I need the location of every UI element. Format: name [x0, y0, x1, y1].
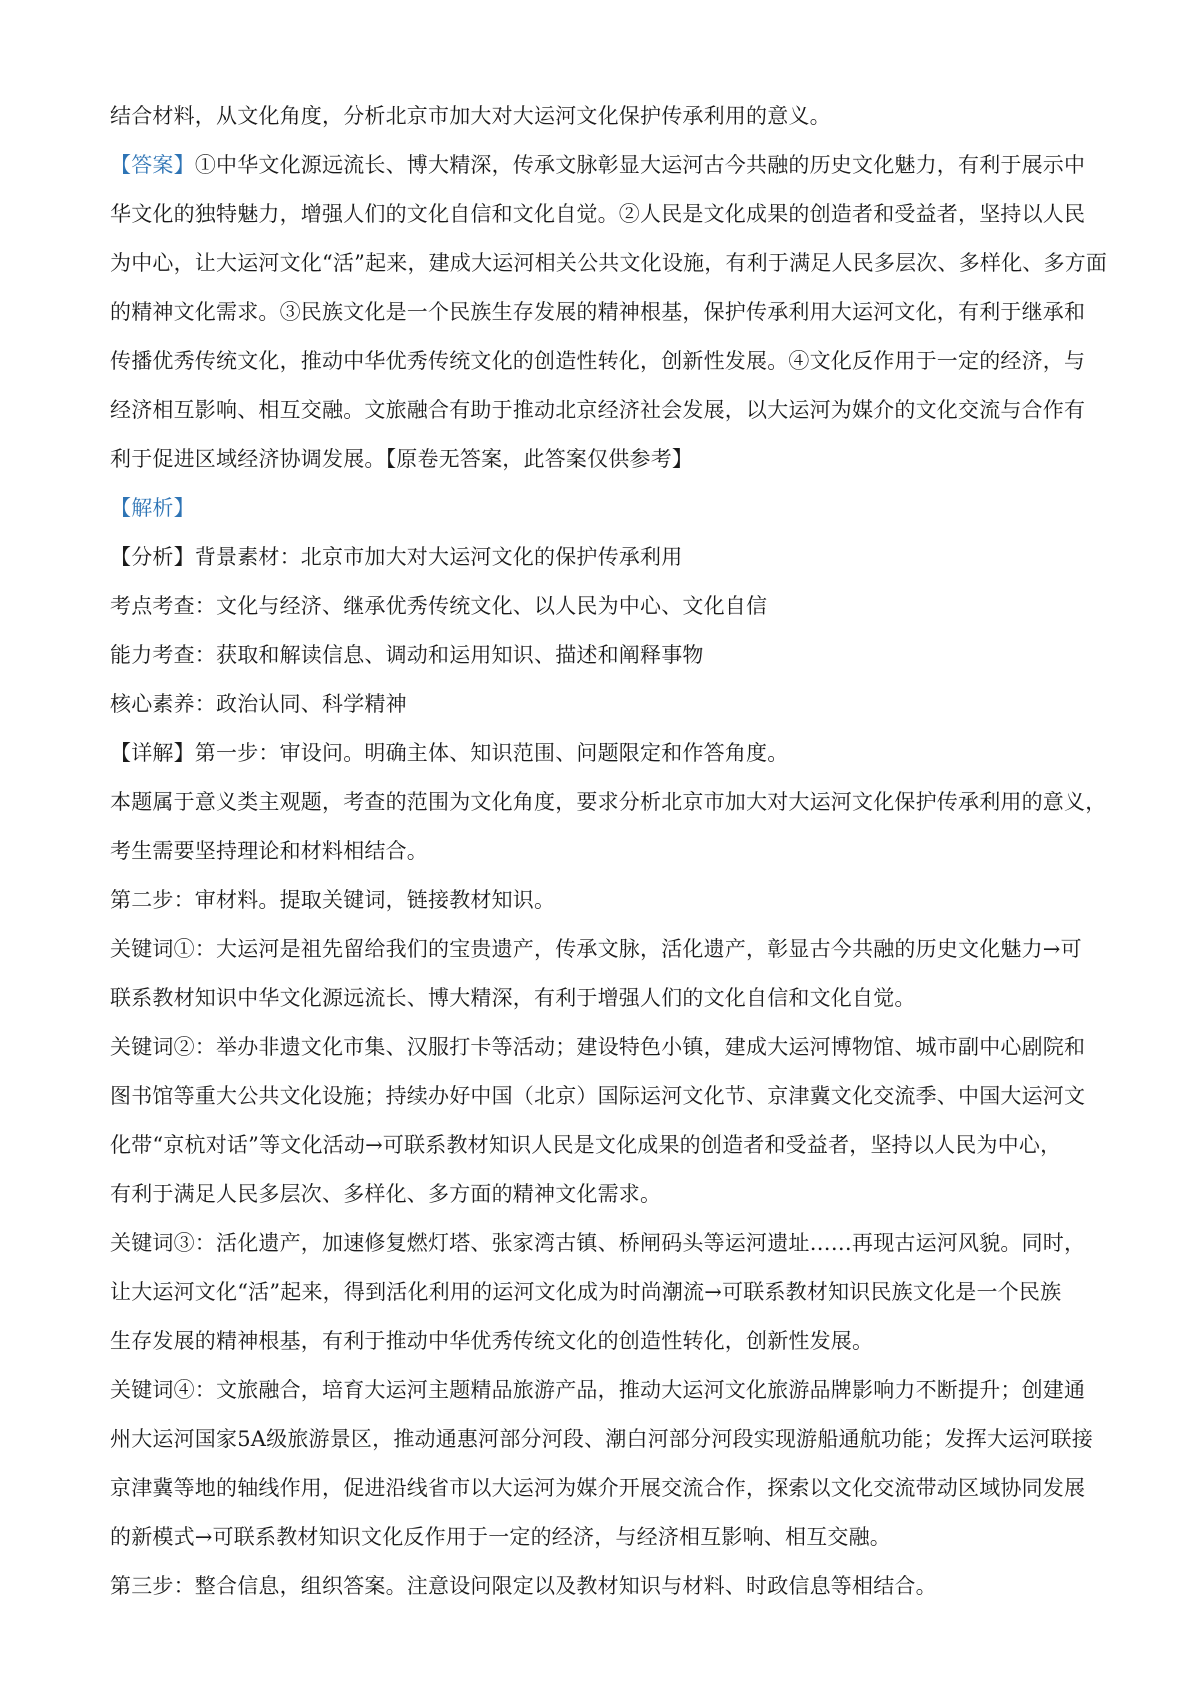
line-text: 关键词②：举办非遗文化市集、汉服打卡等活动；建设特色小镇，建成大运河博物馆、城市副中心剧院和: [110, 1035, 1086, 1059]
line-text: 的新模式→可联系教材知识文化反作用于一定的经济，与经济相互影响、相互交融。: [110, 1525, 891, 1549]
line-text: 图书馆等重大公共文化设施；持续办好中国（北京）国际运河文化节、京津冀文化交流季、中国大运河文: [110, 1084, 1086, 1108]
text-line: [110, 680, 1098, 729]
line-text: 京津冀等地的轴线作用，促进沿线省市以大运河为媒介开展交流合作，探索以文化交流带动区域协同发展: [110, 1476, 1086, 1500]
text-line: [110, 533, 1098, 582]
text-line: [110, 925, 1098, 974]
line-text: 【分析】背景素材：北京市加大对大运河文化的保护传承利用: [110, 545, 683, 569]
line-text: 【详解】第一步：审设问。明确主体、知识范围、问题限定和作答角度。: [110, 741, 789, 765]
text-line: [110, 484, 1098, 533]
line-text: 第三步：整合信息，组织答案。注意设问限定以及教材知识与材料、时政信息等相结合。: [110, 1574, 937, 1598]
line-text: 有利于满足人民多层次、多样化、多方面的精神文化需求。: [110, 1182, 662, 1206]
line-text: 考生需要坚持理论和材料相结合。: [110, 839, 428, 863]
line-text: 能力考查：获取和解读信息、调动和运用知识、描述和阐释事物: [110, 643, 704, 667]
line-text: 核心素养：政治认同、科学精神: [110, 692, 407, 716]
text-line: [110, 1023, 1098, 1072]
line-text: 为中心，让大运河文化“活”起来，建成大运河相关公共文化设施，有利于满足人民多层次、多样化、多方面: [110, 251, 1108, 275]
section-tag: 【解析】: [110, 496, 195, 520]
line-text: 华文化的独特魅力，增强人们的文化自信和文化自觉。②人民是文化成果的创造者和受益者，坚持以人民: [110, 202, 1086, 226]
line-text: 经济相互影响、相互交融。文旅融合有助于推动北京经济社会发展，以大运河为媒介的文化交流与合作有: [110, 398, 1086, 422]
text-line: [110, 141, 1098, 190]
line-text: 联系教材知识中华文化源远流长、博大精深，有利于增强人们的文化自信和文化自觉。: [110, 986, 916, 1010]
line-text: 考点考查：文化与经济、继承优秀传统文化、以人民为中心、文化自信: [110, 594, 768, 618]
line-text: 生存发展的精神根基，有利于推动中华优秀传统文化的创造性转化，创新性发展。: [110, 1329, 874, 1353]
text-line: [110, 288, 1098, 337]
text-line: [110, 1268, 1098, 1317]
line-text: 州大运河国家5A级旅游景区，推动通惠河部分河段、潮白河部分河段实现游船通航功能；发挥大运河联接: [110, 1427, 1093, 1451]
text-line: [110, 778, 1107, 827]
text-line: [110, 1170, 1098, 1219]
text-line: [110, 1121, 1098, 1170]
line-text: 关键词④：文旅融合，培育大运河主题精品旅游产品，推动大运河文化旅游品牌影响力不断提升；创建通: [110, 1378, 1086, 1402]
section-tag: 【答案】: [110, 153, 195, 177]
line-text: 传播优秀传统文化，推动中华优秀传统文化的创造性转化，创新性发展。④文化反作用于一定的经济，与: [110, 349, 1086, 373]
line-text: 结合材料，从文化角度，分析北京市加大对大运河文化保护传承利用的意义。: [110, 104, 831, 128]
text-line: [110, 386, 1098, 435]
text-line: [110, 190, 1098, 239]
text-line: [110, 435, 1098, 484]
text-line: [110, 1562, 1098, 1611]
text-line: [110, 631, 1098, 680]
document-page: [110, 92, 1108, 1611]
line-text: 化带“京杭对话”等文化活动→可联系教材知识人民是文化成果的创造者和受益者，坚持以人民为中心，: [110, 1133, 1062, 1157]
text-line: [110, 1072, 1098, 1121]
text-line: [110, 1219, 1098, 1268]
text-line: [110, 1415, 1098, 1464]
text-line: [110, 92, 1098, 141]
text-line: [110, 876, 1098, 925]
line-text: 第二步：审材料。提取关键词，链接教材知识。: [110, 888, 556, 912]
text-line: [110, 1317, 1098, 1366]
text-line: [110, 1513, 1098, 1562]
text-line: [110, 827, 1098, 876]
text-line: [110, 337, 1098, 386]
line-text: 的精神文化需求。③民族文化是一个民族生存发展的精神根基，保护传承利用大运河文化，有利于继承和: [110, 300, 1086, 324]
text-line: [110, 729, 1098, 778]
text-line: [110, 582, 1098, 631]
text-line: [110, 239, 1108, 288]
line-text: ①中华文化源远流长、博大精深，传承文脉彰显大运河古今共融的历史文化魅力，有利于展示中: [194, 153, 1086, 177]
line-text: 利于促进区域经济协调发展。【原卷无答案，此答案仅供参考】: [110, 447, 694, 471]
line-text: 让大运河文化“活”起来，得到活化利用的运河文化成为时尚潮流→可联系教材知识民族文化是一个民族: [110, 1280, 1062, 1304]
line-text: 关键词①：大运河是祖先留给我们的宝贵遗产，传承文脉，活化遗产，彰显古今共融的历史文化魅力→可: [110, 937, 1082, 961]
text-line: [110, 974, 1098, 1023]
text-line: [110, 1366, 1098, 1415]
line-text: 本题属于意义类主观题，考查的范围为文化角度，要求分析北京市加大对大运河文化保护传承利用的意义，: [110, 790, 1107, 814]
line-text: 关键词③：活化遗产，加速修复燃灯塔、张家湾古镇、桥闸码头等运河遗址……再现古运河风貌。同时，: [110, 1231, 1086, 1255]
text-line: [110, 1464, 1098, 1513]
